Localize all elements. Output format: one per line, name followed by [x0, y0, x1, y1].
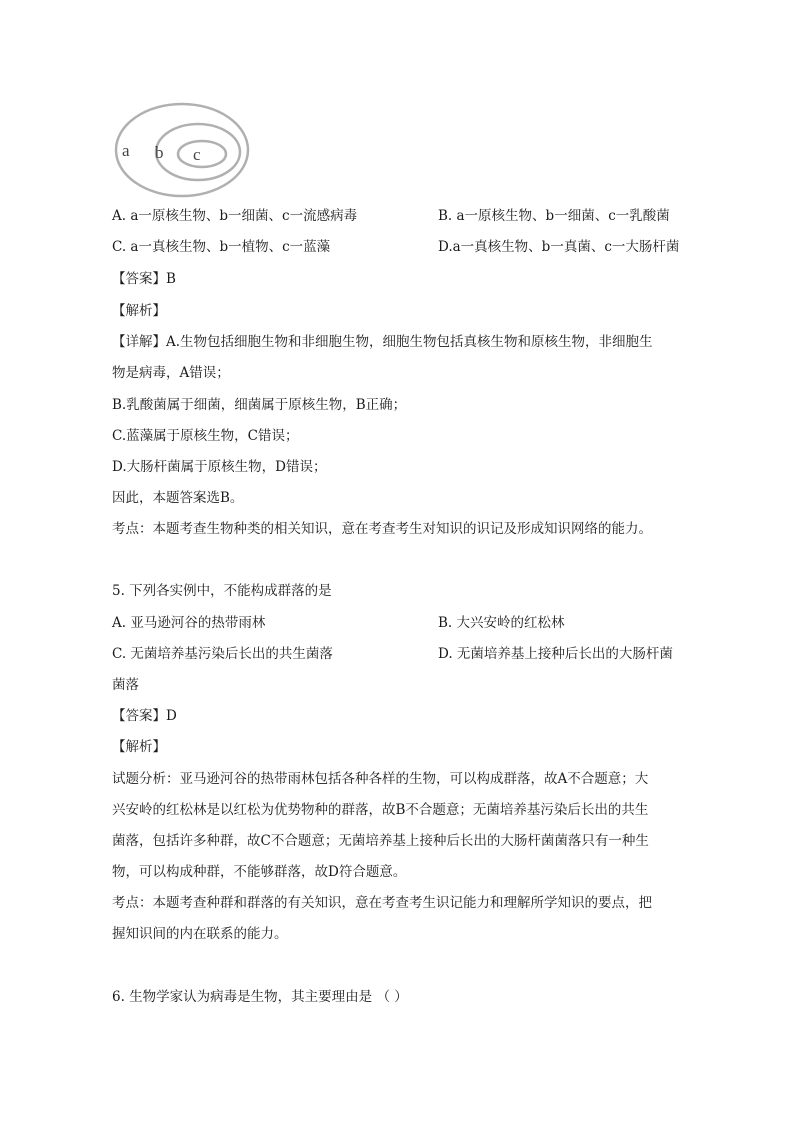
- q5-analysis-line: 菌落，包括许多种群，故C不合题意；无菌培养基上接种后长出的大肠杆菌菌落只有一种生: [112, 833, 649, 849]
- q4-detail-line: D.大肠杆菌属于原核生物，D错误；: [112, 459, 327, 475]
- q4-detail-line: 【详解】A.生物包括细胞生物和非细胞生物，细胞生物包括真核生物和原核生物，非细胞生: [112, 334, 653, 350]
- ellipse-c: [178, 141, 226, 167]
- q5-option-a: A. 亚马逊河谷的热带雨林: [112, 615, 266, 631]
- q5-option-d-continued: 菌落: [112, 677, 139, 693]
- q5-kaodian: 考点：本题考查种群和群落的有关知识，意在考查考生识记能力和理解所学知识的要点，把: [112, 895, 652, 911]
- q5-analysis-line: 物，可以构成种群，不能够群落，故D符合题意。: [112, 864, 407, 880]
- q4-analysis-heading: 【解析】: [112, 303, 166, 319]
- q5-answer: 【答案】D: [112, 708, 177, 724]
- label-b: b: [155, 143, 164, 162]
- nested-ellipse-figure: [112, 100, 250, 200]
- q5-option-c: C. 无菌培养基污染后长出的共生菌落: [112, 646, 333, 662]
- q5-kaodian: 握知识间的内在联系的能力。: [112, 926, 288, 942]
- q5-analysis-line: 试题分析：亚马逊河谷的热带雨林包括各种各样的生物，可以构成群落，故A不合题意；大: [112, 771, 649, 787]
- q4-option-c: C. a一真核生物、b一植物、c一蓝藻: [112, 239, 331, 255]
- q5-analysis-line: 兴安岭的红松林是以红松为优势物种的群落，故B不合题意；无菌培养基污染后长出的共生: [112, 802, 649, 818]
- q4-detail-line: 物是病毒，A错误；: [112, 365, 230, 381]
- label-c: c: [193, 145, 201, 164]
- q4-detail-line: 因此，本题答案选B。: [112, 490, 244, 506]
- q6-stem: 6. 生物学家认为病毒是生物，其主要理由是 （ ）: [112, 989, 408, 1005]
- q4-detail-line: C.蓝藻属于原核生物，C错误；: [112, 428, 299, 444]
- q5-analysis-heading: 【解析】: [112, 739, 166, 755]
- q4-kaodian: 考点：本题考查生物种类的相关知识，意在考查考生对知识的识记及形成知识网络的能力。: [112, 521, 652, 537]
- ellipse-a: [116, 104, 248, 196]
- q4-option-b: B. a一原核生物、b一细菌、c一乳酸菌: [438, 208, 670, 224]
- q5-option-b: B. 大兴安岭的红松林: [438, 615, 565, 631]
- q4-option-a: A. a一原核生物、b一细菌、c一流感病毒: [112, 208, 358, 224]
- label-a: a: [122, 141, 130, 160]
- q5-stem: 5. 下列各实例中，不能构成群落的是: [112, 583, 332, 599]
- q4-detail-line: B.乳酸菌属于细菌，细菌属于原核生物，B正确；: [112, 397, 407, 413]
- q4-answer: 【答案】B: [112, 271, 176, 287]
- q4-option-d: D.a一真核生物、b一真菌、c一大肠杆菌: [438, 239, 680, 255]
- q5-option-d: D. 无菌培养基上接种后长出的大肠杆菌: [438, 646, 673, 662]
